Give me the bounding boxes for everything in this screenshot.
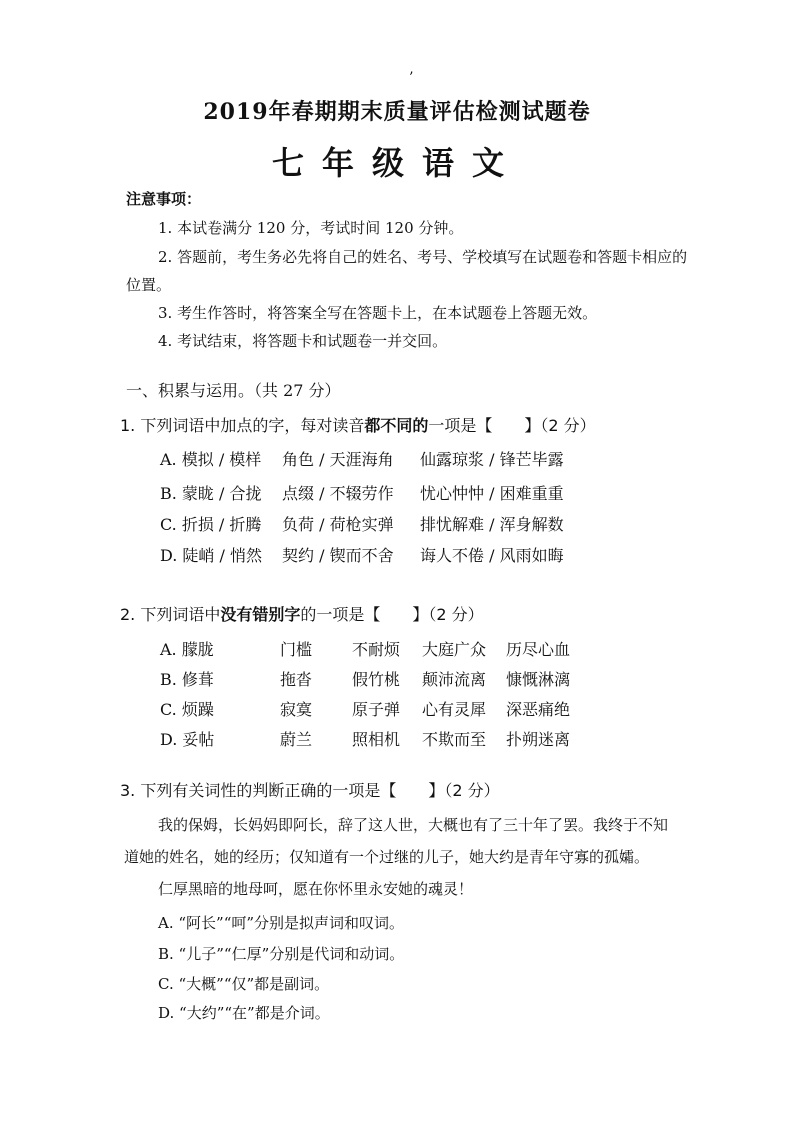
note-item: 位置。 [126, 276, 172, 294]
q3-passage-line: 我的保姆，长妈妈即阿长，辞了这人世，大概也有了三十年了罢。我终于不知 [158, 816, 669, 834]
q1-option-b [160, 481, 564, 504]
q2-option-d [160, 727, 570, 750]
q1-suffix: 一项是【 】（2 分） [428, 416, 596, 435]
q1-c-pair-3: 排忧解难 / 浑身解数 [420, 515, 564, 534]
q1-option-a [160, 447, 564, 470]
notes-label: 注意事项： [126, 190, 202, 208]
q1-emphasis: 都不同的 [364, 416, 429, 435]
q2-emphasis: 没有错别字 [220, 605, 301, 624]
q2-suffix: 的一项是【 】（2 分） [300, 605, 484, 624]
q1-b-pair-1: B. 蒙眬 / 合拢 [160, 484, 262, 503]
q3-option-b: B. “儿子”“仁厚”分别是代词和动词。 [158, 945, 405, 963]
question-3-stem: 3. 下列有关词性的判断正确的一项是【 】（2 分） [120, 781, 500, 800]
section-heading: 一、积累与运用。（共 27 分） [126, 381, 341, 400]
q1-d-pair-2: 契约 / 锲而不舍 [282, 546, 394, 565]
q1-a-pair-3: 仙露琼浆 / 锋芒毕露 [420, 450, 564, 469]
note-item: 2. 答题前，考生务必先将自己的姓名、考号、学校填写在试题卷和答题卡相应的 [158, 248, 688, 266]
q2-prefix: 2. 下列词语中 [120, 605, 221, 624]
q2-c-word-1: C. 烦躁 [160, 700, 214, 719]
q2-b-word-5: 慷慨淋漓 [506, 670, 571, 689]
q2-a-word-5: 历尽心血 [506, 640, 571, 659]
q2-b-word-2: 拖沓 [280, 670, 313, 689]
exam-subtitle: 七年级语文 [271, 144, 522, 182]
q2-option-a [160, 637, 570, 660]
q1-c-pair-1: C. 折损 / 折腾 [160, 515, 262, 534]
q2-a-word-1: A. 朦胧 [160, 640, 214, 659]
q2-b-word-4: 颠沛流离 [422, 670, 487, 689]
note-item: 3. 考生作答时，将答案全写在答题卡上，在本试题卷上答题无效。 [158, 304, 598, 322]
q2-a-word-4: 大庭广众 [422, 640, 487, 659]
q1-c-pair-2: 负荷 / 荷枪实弹 [282, 515, 394, 534]
q1-d-pair-3: 诲人不倦 / 风雨如晦 [420, 546, 564, 565]
q2-c-word-3: 原子弹 [352, 700, 401, 719]
q3-option-a: A. “阿长”“呵”分别是拟声词和叹词。 [158, 914, 405, 932]
q1-option-c [160, 512, 564, 535]
q2-option-c [160, 697, 570, 720]
q3-option-d: D. “大约”“在”都是介词。 [158, 1004, 330, 1022]
q2-a-word-3: 不耐烦 [352, 640, 401, 659]
q2-c-word-2: 寂寞 [280, 700, 313, 719]
note-item: 1. 本试卷满分 120 分，考试时间 120 分钟。 [158, 219, 464, 237]
q2-d-word-3: 照相机 [352, 730, 401, 749]
q2-b-word-3: 假竹桃 [352, 670, 401, 689]
question-1-stem [120, 413, 596, 436]
q2-d-word-5: 扑朔迷离 [506, 730, 571, 749]
q2-d-word-2: 蔚兰 [280, 730, 313, 749]
stray-mark: ’ [409, 70, 414, 86]
q3-passage-line: 仁厚黑暗的地母呵，愿在你怀里永安她的魂灵！ [158, 880, 474, 898]
question-2-stem [120, 602, 484, 625]
q2-a-word-2: 门槛 [280, 640, 313, 659]
exam-title: 2019年春期期末质量评估检测试题卷 [203, 99, 591, 125]
q1-b-pair-3: 忧心忡忡 / 困难重重 [420, 484, 564, 503]
q1-option-d [160, 543, 564, 566]
q1-d-pair-1: D. 陡峭 / 悄然 [160, 546, 262, 565]
q3-passage-line: 道她的姓名，她的经历；仅知道有一个过继的儿子，她大约是青年守寡的孤孀。 [124, 848, 650, 866]
q2-d-word-4: 不欺而至 [422, 730, 487, 749]
q1-a-pair-2: 角色 / 天涯海角 [282, 450, 394, 469]
q2-c-word-5: 深恶痛绝 [506, 700, 571, 719]
q1-a-pair-1: A. 模拟 / 模样 [160, 450, 262, 469]
q1-b-pair-2: 点缀 / 不辍劳作 [282, 484, 394, 503]
q2-b-word-1: B. 修葺 [160, 670, 214, 689]
q2-d-word-1: D. 妥帖 [160, 730, 215, 749]
q2-c-word-4: 心有灵犀 [422, 700, 487, 719]
q2-option-b [160, 667, 570, 690]
q3-option-c: C. “大概”“仅”都是副词。 [158, 975, 330, 993]
q1-prefix: 1. 下列词语中加点的字，每对读音 [120, 416, 365, 435]
note-item: 4. 考试结束，将答题卡和试题卷一并交回。 [158, 332, 448, 350]
